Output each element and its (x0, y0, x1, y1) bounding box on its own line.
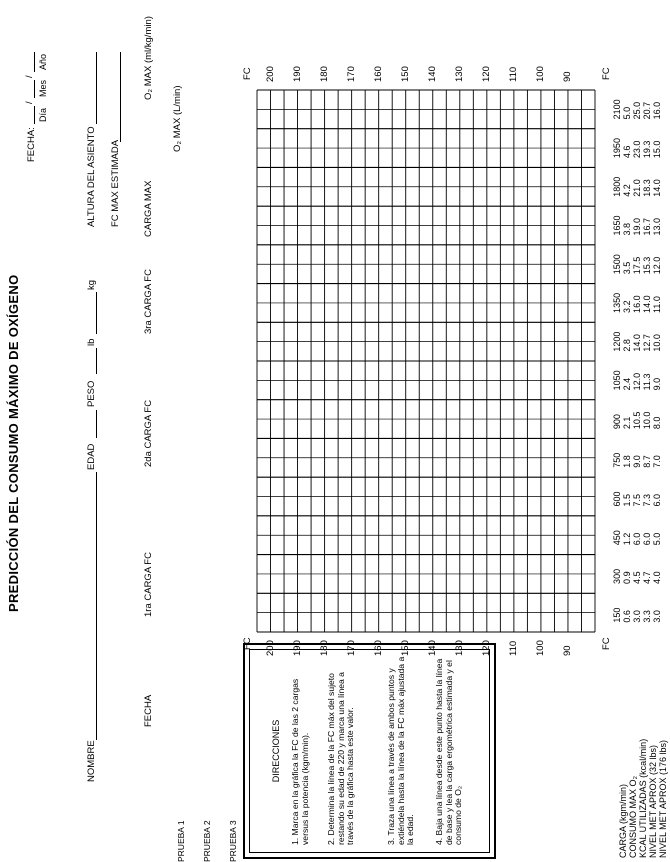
fecha-sub-anio: Año (38, 53, 48, 70)
fc-tick-left: 170 (345, 640, 357, 656)
table-cell: 300 (612, 568, 622, 584)
fc-label-right: FC (242, 67, 253, 80)
fc-tick-left: 200 (264, 640, 276, 656)
table-cell: 1.8 (622, 455, 632, 468)
table-cell: 150 (612, 607, 622, 623)
fecha-sub-mes: Mes (38, 79, 48, 97)
nombre-label: NOMBRE (86, 740, 97, 782)
table-cell: 750 (612, 452, 622, 468)
table-cell: 1650 (612, 215, 622, 236)
table-cell: 6.0 (632, 532, 642, 546)
table-cell: 19.3 (642, 140, 652, 159)
fc-tick-right: 130 (453, 66, 465, 82)
fecha-slash-1: / (24, 101, 35, 104)
direction-step-3: 3. Traza una línea a través de ambos puntos y extiéndela hasta la línea de la FC máx ajustada a la edad. (386, 656, 416, 845)
table-cell: 5.0 (652, 532, 662, 546)
fc-tick-left: 120 (480, 640, 492, 656)
fc-tick-right: 190 (291, 66, 303, 82)
table-cell: 7.3 (642, 493, 652, 507)
col-carga1: 1ra CARGA FC (143, 552, 154, 617)
table-cell: 14.0 (642, 295, 652, 313)
table-cell: 17.5 (632, 256, 642, 275)
fc-tick-left: 110 (507, 640, 519, 656)
fc-tick-left: 100 (534, 640, 546, 656)
table-cell: 900 (612, 414, 622, 430)
table-cell: 5.0 (622, 106, 632, 120)
col-o2-l: O₂ MAX (L/min) (172, 85, 183, 152)
fc-tick-right: 170 (345, 66, 357, 82)
table-cell: 0.9 (622, 571, 632, 584)
table-cell: 18.3 (642, 179, 652, 197)
table-cell: 3.2 (622, 300, 632, 313)
fc-tick-left: 150 (399, 640, 411, 656)
table-cell: 16.0 (652, 101, 662, 120)
table-cell: 14.0 (632, 334, 642, 352)
fc-tick-left: 160 (372, 640, 384, 656)
prueba-1-label: PRUEBA 1 (176, 820, 186, 862)
table-cell: 600 (612, 491, 622, 507)
page-title: PREDICCIÓN DEL CONSUMO MÁXIMO DE OXÍGENO (6, 274, 21, 612)
table-cell: 8.0 (652, 416, 662, 430)
row-label-kcal: KCAL UTILIZADAS (kcal/min) (638, 738, 648, 858)
table-cell: 7.5 (632, 493, 642, 507)
fc-tick-left: 130 (453, 640, 465, 656)
directions-heading: DIRECCIONES (271, 719, 281, 783)
table-cell: 4.6 (622, 145, 632, 159)
fc-tick-right: 120 (480, 66, 492, 82)
table-cell: 3.0 (632, 610, 642, 623)
table-cell: 2.4 (622, 377, 632, 391)
direction-step-4: 4. Baja una línea desde este punto hasta la línea de base y lea la carga ergométrica estimada y el consumo de O₂ (434, 658, 464, 845)
table-cell: 4.2 (622, 184, 632, 197)
fc-tick-right: 160 (372, 66, 384, 82)
row-label-met176: NIVEL MET APROX (176 lbs) (658, 739, 668, 858)
table-cell: 3.3 (642, 610, 652, 623)
table-cell: 11.0 (652, 296, 662, 313)
fc-tick-right: 90 (561, 71, 573, 82)
table-cell: 14.0 (652, 179, 662, 197)
table-cell: 8.7 (642, 455, 652, 468)
direction-step-2: 2. Determina la línea de la FC máx del sujeto restando su edad de 220 y marca una línea a través de la gráfica hasta este valor. (326, 672, 356, 845)
peso-label: PESO (86, 380, 97, 407)
table-cell: 3.8 (622, 222, 632, 236)
table-cell: 1800 (612, 176, 622, 197)
table-cell: 10.0 (642, 411, 652, 430)
fc-tick-right: 140 (426, 66, 438, 82)
table-cell: 450 (612, 530, 622, 546)
table-cell: 0.6 (622, 610, 632, 623)
fc-tick-left: 90 (561, 645, 573, 656)
table-cell: 11.3 (642, 373, 652, 391)
table-cell: 1950 (612, 138, 622, 159)
fc-tick-left: 180 (318, 640, 330, 656)
fc-tick-right: 180 (318, 66, 330, 82)
fc-label-left-bottom: FC (601, 637, 612, 650)
table-cell: 19.0 (632, 217, 642, 236)
lb-label: lb (86, 338, 97, 346)
table-cell: 9.0 (652, 377, 662, 391)
fc-tick-right: 200 (264, 66, 276, 82)
table-cell: 1.5 (622, 493, 632, 507)
prueba-3-label: PRUEBA 3 (228, 820, 238, 862)
col-fecha: FECHA (143, 694, 154, 727)
fc-tick-right: 150 (399, 66, 411, 82)
row-label-carga: CARGA (kgm/min) (618, 783, 628, 858)
direction-step-1: 1. Marca en la gráfica la FC de las 2 cargas versus la potencia (kgm/min). (290, 678, 310, 845)
table-cell: 15.3 (642, 256, 652, 275)
table-cell: 3.5 (622, 261, 632, 275)
fc-tick-left: 190 (291, 640, 303, 656)
fc-tick-right: 100 (534, 66, 546, 82)
table-cell: 3.0 (652, 610, 662, 623)
table-cell: 12.7 (642, 334, 652, 352)
table-cell: 2.8 (622, 339, 632, 352)
fecha-label: FECHA: (26, 127, 37, 162)
table-cell: 1350 (612, 292, 622, 313)
table-cell: 10.0 (652, 334, 662, 352)
col-o2-ml: O₂ MAX (ml/kg/min) (143, 16, 154, 100)
table-cell: 23.0 (632, 140, 642, 159)
col-carga3: 3ra CARGA FC (143, 269, 154, 334)
table-cell: 20.7 (642, 101, 652, 120)
fc-tick-right: 110 (507, 66, 519, 82)
row-label-met32: NIVEL MET APROX (32 lbs) (648, 744, 658, 858)
fecha-sub-dia: Día (38, 107, 48, 122)
table-cell: 7.0 (652, 455, 662, 468)
table-cell: 1.2 (622, 532, 632, 546)
table-cell: 1200 (612, 331, 622, 352)
table-cell: 25.0 (632, 101, 642, 120)
fc-label-left: FC (242, 637, 253, 650)
table-cell: 2.1 (622, 416, 632, 430)
table-cell: 15.0 (652, 140, 662, 159)
table-cell: 4.7 (642, 571, 652, 584)
kg-label: kg (86, 279, 97, 290)
table-cell: 4.0 (652, 571, 662, 584)
table-cell: 1050 (612, 370, 622, 391)
col-carga2: 2da CARGA FC (143, 399, 154, 467)
table-cell: 9.0 (632, 455, 642, 468)
table-cell: 16.7 (642, 217, 652, 236)
table-cell: 10.5 (632, 411, 642, 430)
table-cell: 4.5 (632, 571, 642, 584)
table-cell: 13.0 (652, 217, 662, 236)
table-cell: 12.0 (652, 256, 662, 275)
fc-max-label: FC MAX ESTIMADA (110, 139, 121, 227)
col-carga-max: CARGA MAX (143, 180, 154, 237)
table-cell: 12.0 (632, 372, 642, 391)
table-cell: 16.0 (632, 295, 642, 313)
fc-label-right-bottom: FC (601, 67, 612, 80)
fecha-slash-2: / (24, 75, 35, 78)
edad-label: EDAD (86, 443, 97, 470)
altura-label: ALTURA DEL ASIENTO (86, 126, 97, 227)
row-label-consumo: CONSUMO MAX O₂ (628, 776, 638, 858)
table-cell: 2100 (612, 99, 622, 120)
prueba-2-label: PRUEBA 2 (202, 820, 212, 862)
table-cell: 6.0 (652, 493, 662, 507)
fc-tick-left: 140 (426, 640, 438, 656)
table-cell: 21.0 (632, 179, 642, 197)
table-cell: 6.0 (642, 532, 652, 546)
table-cell: 1500 (612, 254, 622, 275)
